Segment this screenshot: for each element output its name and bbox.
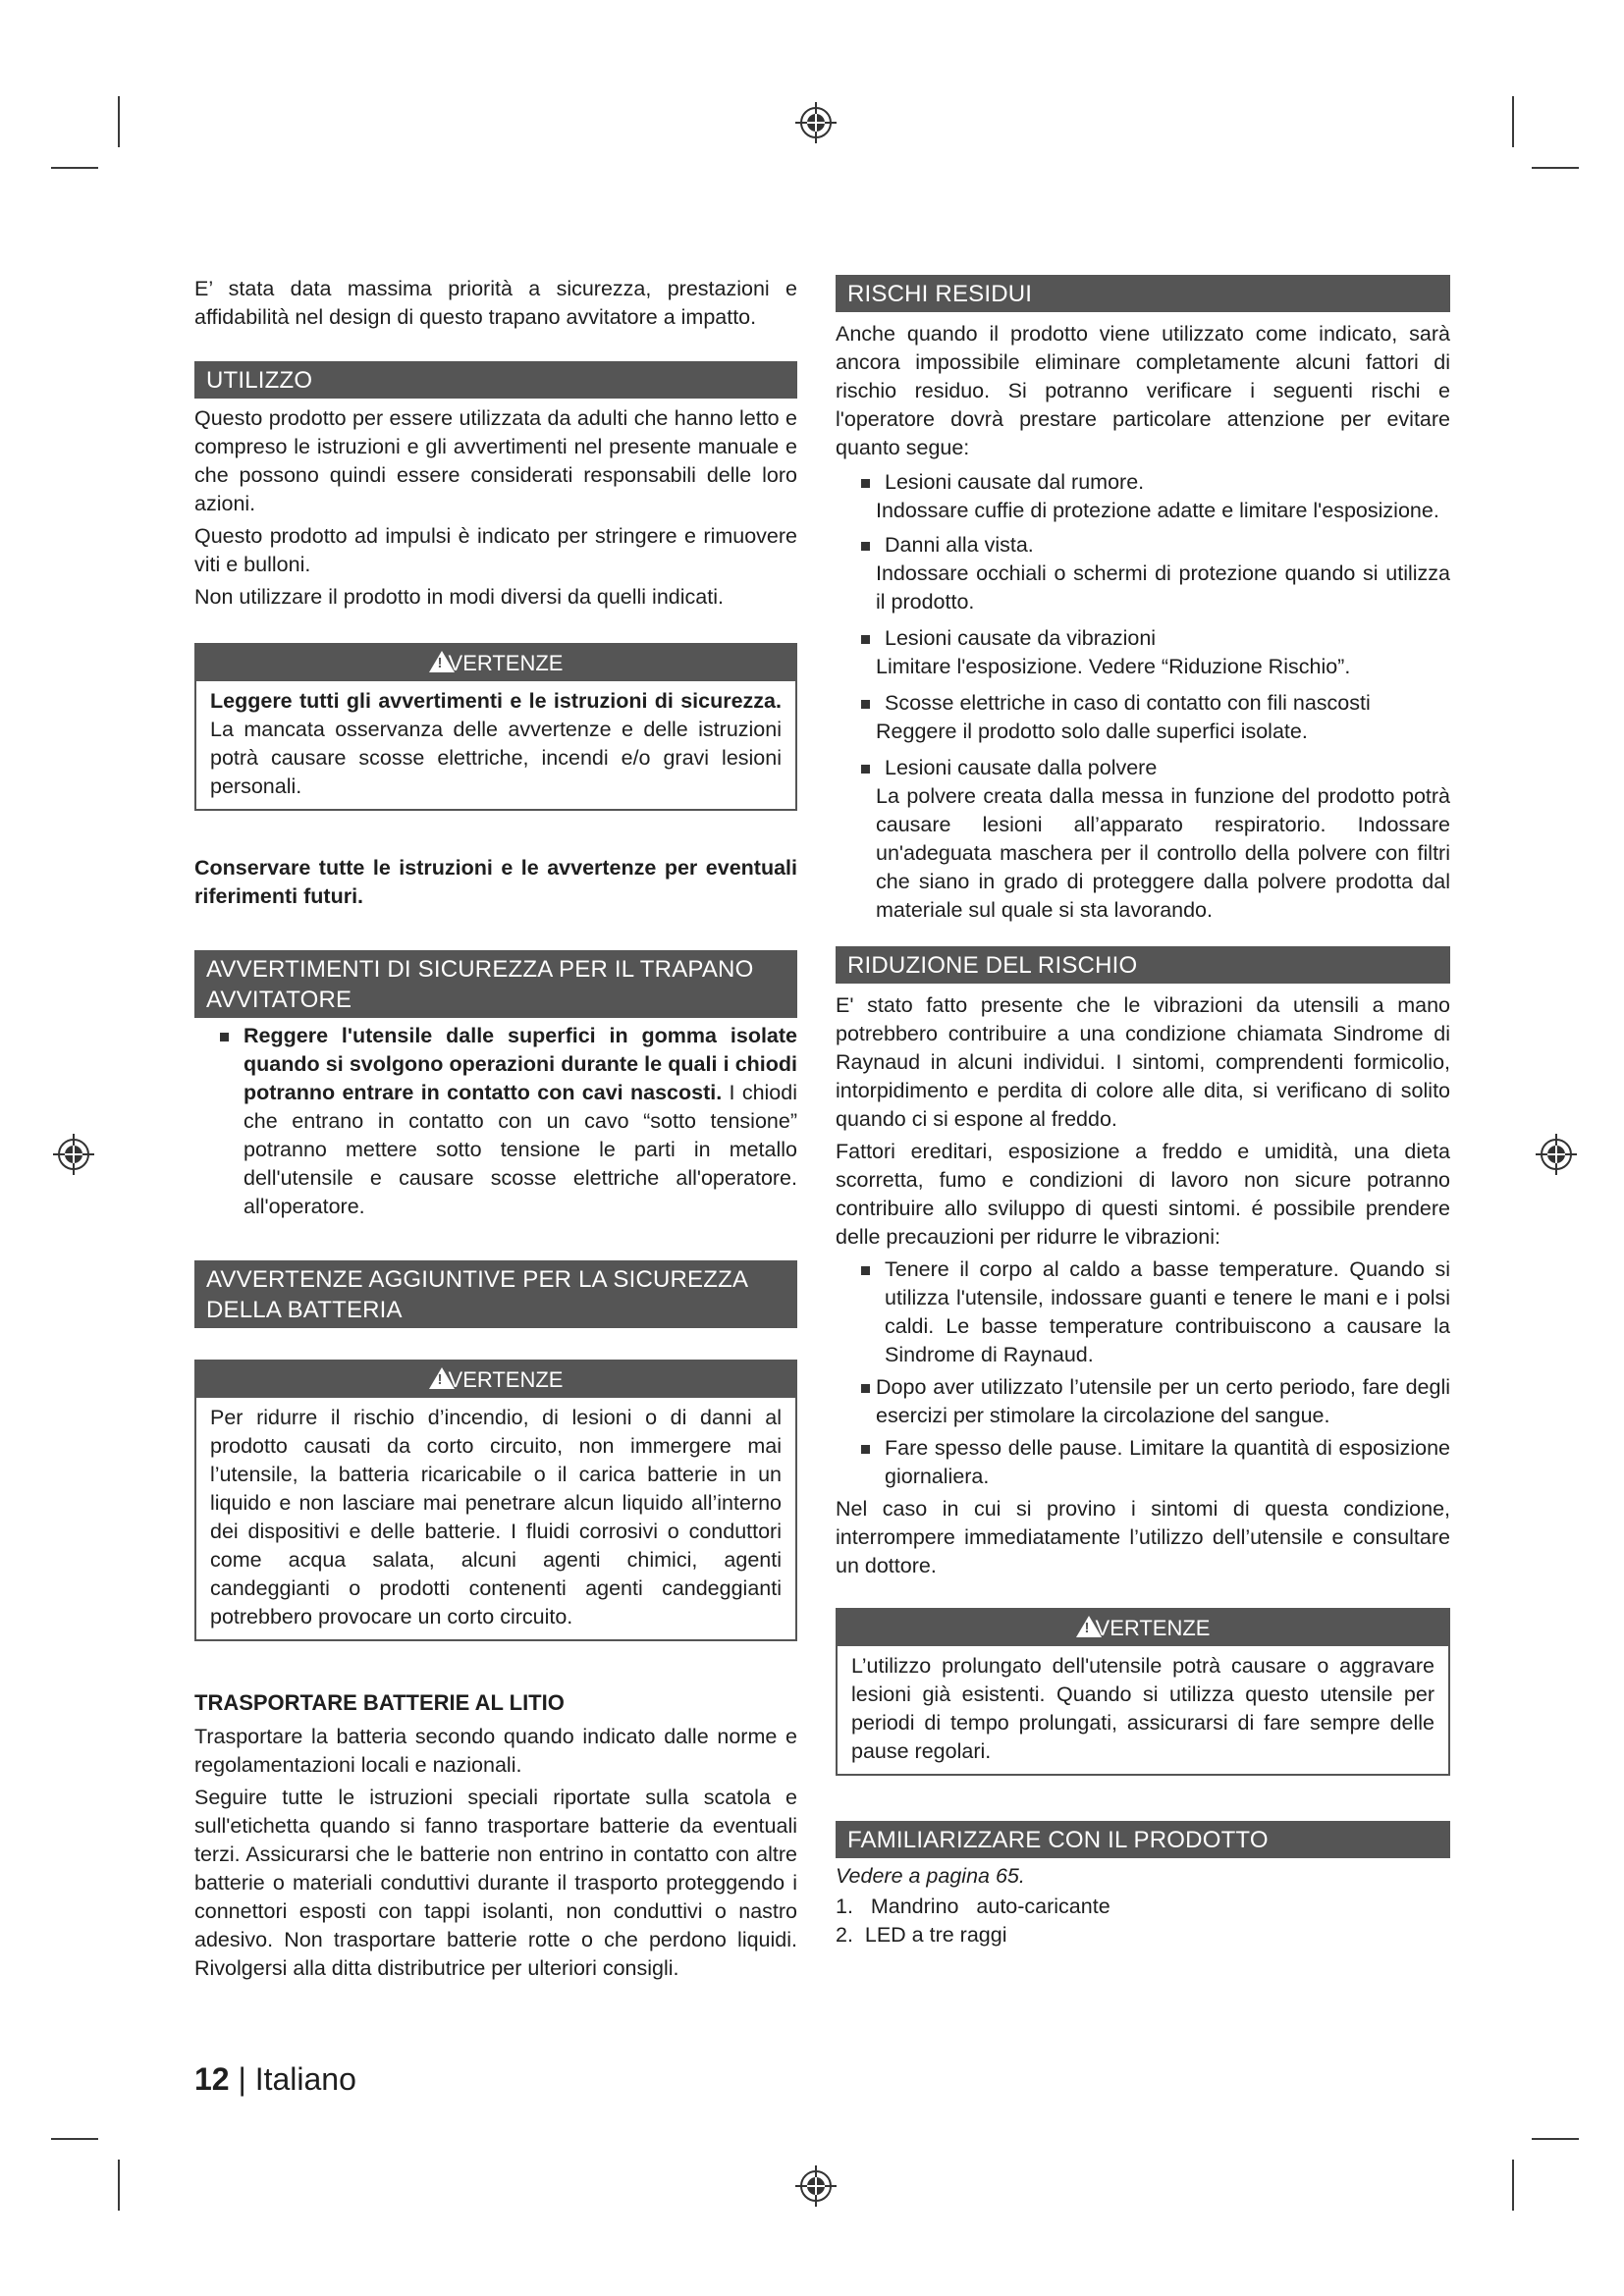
riduzione-item: Dopo aver utilizzato l’utensile per un certo periodo, fare degli esercizi per stimolare la circolazione del sangue. [836,1373,1450,1430]
warning-title: VERTENZE [1095,1616,1211,1640]
warning-box [836,1608,1450,1776]
warning-bold-text: Leggere tutti gli avvertimenti e le istruzioni di sicurezza. [210,689,782,713]
batteria-heading: AVVERTENZE AGGIUNTIVE PER LA SICUREZZA DELLA BATTERIA [194,1260,797,1328]
page-footer [194,2059,356,2099]
rischi-item-text: Limitare l'esposizione. Vedere “Riduzione Rischio”. [876,655,1351,678]
intro-paragraph: E’ stata data massima priorità a sicurezza, prestazioni e affidabilità nel design di questo trapano avvitatore a impatto. [194,277,797,329]
utilizzo-paragraph: Questo prodotto per essere utilizzata da adulti che hanno letto e compreso le istruzioni e gli avvertimenti nel presente manuale e che possono quindi essere considerati responsabili delle loro azioni. [194,406,797,515]
avvertimenti-bullet [194,1022,797,1221]
rischi-intro: Anche quando il prodotto viene utilizzato come indicato, sarà ancora impossibile eliminare completamente alcuni fattori di rischio residuo. Si potranno verificare i seguenti rischi e l'operatore dovrà prestare particolare attenzione per evitare quanto segue: [836,322,1450,459]
crop-mark-top-left-v [118,96,120,147]
crop-mark-bottom-right-h [1532,2138,1579,2140]
familiarizzare-item: 2. LED a tre raggi [836,1923,1007,1947]
trasporto-heading: TRASPORTARE BATTERIE AL LITIO [194,1690,565,1715]
rischi-item-title: Danni alla vista. [836,531,1450,560]
registration-mark-icon [795,102,837,143]
riduzione-item: Fare spesso delle pause. Limitare la quantità di esposizione giornaliera. [836,1434,1450,1491]
rischi-item-title: Lesioni causate da vibrazioni [836,624,1450,653]
rischi-item-text: La polvere creata dalla messa in funzione del prodotto potrà causare lesioni all’apparato respiratorio. Indossare un'adeguata maschera per il controllo della polvere con filtri che siano in grado di proteggere dalla polvere prodotta dal materiale sul quale si sta lavorando. [876,784,1450,922]
registration-mark-icon [53,1134,94,1175]
riduzione-item: Tenere il corpo al caldo a basse temperature. Quando si utilizza l'utensile, indossare guanti e tenere le mani e i polsi caldi. Le basse temperature contribuiscono a causare la Sindrome di Raynaud. [836,1255,1450,1369]
registration-mark-icon [795,2165,837,2207]
crop-mark-bottom-left-v [118,2160,120,2211]
warning-text [210,687,782,801]
familiarizzare-heading: FAMILIARIZZARE CON IL PRODOTTO [836,1821,1450,1858]
rischi-item-text: Indossare cuffie di protezione adatte e limitare l'esposizione. [876,499,1439,522]
utilizzo-paragraph: Questo prodotto ad impulsi è indicato per stringere e rimuovere viti e bulloni. [194,524,797,576]
avvertimenti-heading: AVVERTIMENTI DI SICUREZZA PER IL TRAPANO AVVITATORE [194,950,797,1018]
footer-language: Italiano [254,2061,356,2097]
rischi-item-title: Lesioni causate dalla polvere [836,754,1450,782]
riduzione-paragraph: E' stato fatto presente che le vibrazioni da utensili a mano potrebbero contribuire a una condizione chiamata Sindrome di Raynaud in alcuni individui. I sintomi, comprendenti formicolio, intorpidimento e perdita di colore alle dita, si verificano di solito quando ci si espone al freddo. [836,993,1450,1131]
warning-text: L’utilizzo prolungato dell'utensile potrà causare o aggravare lesioni già esistenti. Quando si utilizza questo utensile per periodi di tempo prolungati, assicurarsi di fare sempre delle pause regolari. [851,1654,1435,1763]
warning-body-text: La mancata osservanza delle avvertenze e delle istruzioni potrà causare scosse elettriche, incendi e/o gravi lesioni personali. [210,718,782,798]
rischi-item-title: Lesioni causate dal rumore. [836,468,1450,497]
trasporto-paragraph: Seguire tutte le istruzioni speciali riportate sulla scatola e sull'etichetta quando si fanno trasportare batterie da eventuali terzi. Assicurarsi che le batterie non entrino in contatto con altre batterie o materiali conduttivi durante il trasporto proteggendo i connettori esposti con tappi isolanti, non conduttivi o nastro adesivo. Non trasportare batterie rotte o che perdono liquidi. Rivolgersi alla ditta distributrice per ulteriori consigli. [194,1786,797,1980]
warning-title: VERTENZE [448,651,564,675]
registration-mark-icon [1536,1134,1577,1175]
footer-separator: | [229,2061,255,2097]
avvertimenti-body-text: I chiodi che entrano in contatto con un cavo “sotto tensione” potranno mettere sotto tensione le parti in metallo dell'utensile e causare scosse elettriche all'operatore. all'operatore. [244,1081,797,1218]
riduzione-paragraph: Nel caso in cui si provino i sintomi di questa condizione, interrompere immediatamente l’utilizzo dell’utensile e consultare un dottore. [836,1497,1450,1577]
conserve-note: Conservare tutte le istruzioni e le avvertenze per eventuali riferimenti futuri. [194,856,797,908]
riduzione-paragraph: Fattori ereditari, esposizione a freddo e umidità, una dieta scorretta, fumo e condizioni di lavoro non sicure potranno contribuire allo sviluppo di questi sintomi. é possibile prendere delle precauzioni per ridurre le vibrazioni: [836,1140,1450,1249]
trasporto-paragraph: Trasportare la batteria secondo quando indicato dalle norme e regolamentazioni locali e nazionali. [194,1725,797,1777]
warning-triangle-icon [429,1367,455,1389]
warning-header [196,1362,795,1398]
utilizzo-heading: UTILIZZO [194,361,797,399]
warning-title: VERTENZE [448,1367,564,1392]
crop-mark-bottom-right-v [1512,2160,1514,2211]
crop-mark-top-right-h [1532,167,1579,169]
rischi-item-text: Reggere il prodotto solo dalle superfici isolate. [876,720,1308,743]
crop-mark-top-left-h [51,167,98,169]
familiarizzare-item: 1. Mandrino auto-caricante [836,1895,1110,1918]
warning-box [194,1360,797,1641]
avvertimenti-bold-text: Reggere l'utensile dalle superfici in gomma isolate quando si svolgono operazioni durante le quali i chiodi potranno entrare in contatto con cavi nascosti. [244,1024,797,1104]
warning-header [838,1610,1448,1646]
warning-triangle-icon [1076,1616,1102,1637]
right-column [836,275,1450,1949]
page-number: 12 [194,2061,230,2097]
utilizzo-paragraph: Non utilizzare il prodotto in modi diversi da quelli indicati. [194,585,724,609]
warning-triangle-icon [429,651,455,672]
warning-header [196,645,795,681]
rischi-item-title: Scosse elettriche in caso di contatto con fili nascosti [836,689,1450,718]
familiarizzare-note: Vedere a pagina 65. [836,1864,1025,1888]
rischi-heading: RISCHI RESIDUI [836,275,1450,312]
left-column [194,275,797,1983]
warning-text: Per ridurre il rischio d’incendio, di lesioni o di danni al prodotto causati da corto circuito, non immergere mai l’utensile, la batteria ricaricabile o il carica batterie in un liquido e non lasciare mai penetrare alcun liquido all’interno dei dispositivi e delle batterie. I fluidi corrosivi o conduttori come acqua salata, alcuni agenti chimici, agenti candeggianti o prodotti contenenti agenti candeggianti potrebbero provocare un corto circuito. [210,1406,782,1629]
rischi-item-text: Indossare occhiali o schermi di protezione quando si utilizza il prodotto. [876,561,1450,614]
crop-mark-bottom-left-h [51,2138,98,2140]
crop-mark-top-right-v [1512,96,1514,147]
riduzione-heading: RIDUZIONE DEL RISCHIO [836,946,1450,984]
warning-box [194,643,797,811]
